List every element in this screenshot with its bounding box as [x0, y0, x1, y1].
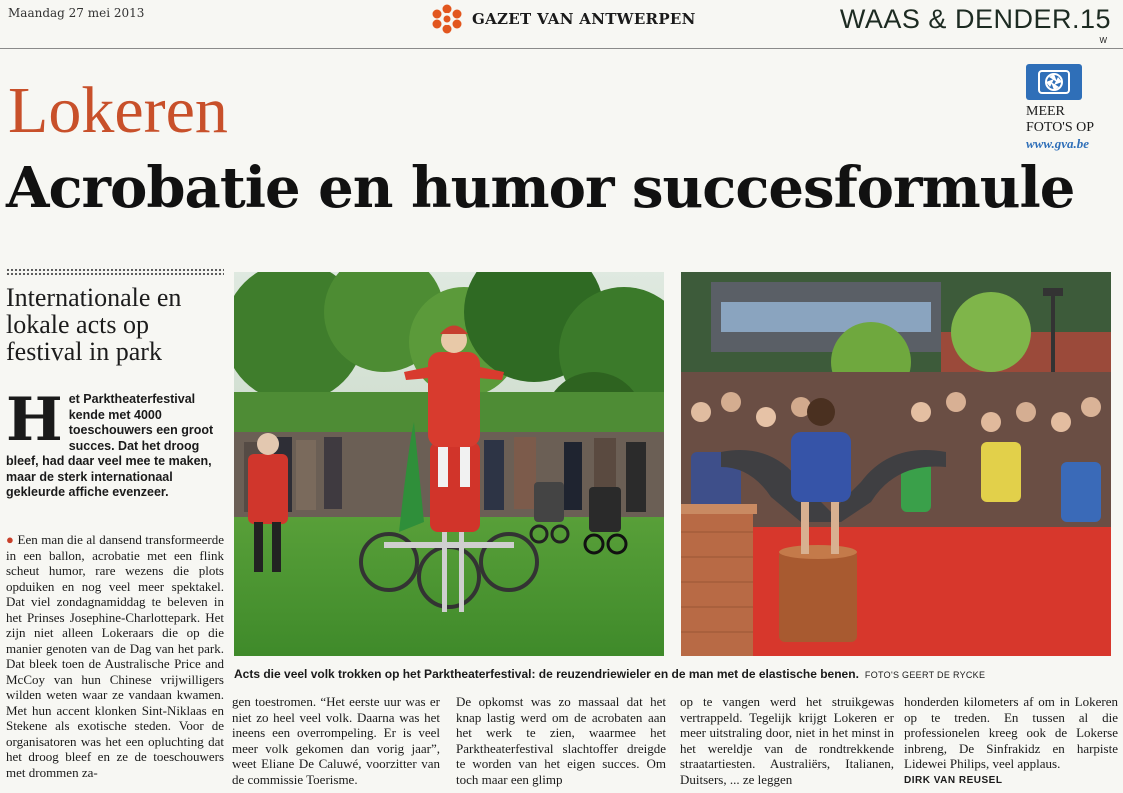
bullet-icon: ●: [6, 532, 18, 547]
body-column-1: [6, 532, 224, 780]
header-divider: [0, 48, 1123, 49]
more-photos-line2: FOTO'S OP: [1026, 120, 1095, 135]
more-photos-promo[interactable]: [1026, 64, 1118, 152]
article-headline: Acrobatie en humor succesformule: [6, 155, 1075, 221]
newspaper-masthead: [430, 4, 696, 34]
body-column-2: gen toestromen. “Het eerste uur was er niet zo heel veel volk. Daarna was het ineens een overrompeling. Er is veel meer volk gekomen dan vorig jaar”, weet Eliane De Caluwé, voorzitter van de commissie Toerisme.: [232, 694, 440, 787]
photo-acrobat: [681, 272, 1111, 656]
more-photos-link[interactable]: www.gva.be: [1026, 136, 1090, 151]
more-photos-line1: MEER: [1026, 104, 1065, 119]
article-subhead: Internationale en lokale acts op festival in park: [6, 283, 182, 366]
body-column-3: De opkomst was zo massaal dat het knap lastig werd om de acrobaten aan het werk te zien, waarmee het Parktheaterfestival slachtoffer dreigde te worden van het eigen succes. Om toch maar een glimp: [456, 694, 666, 787]
article-kicker: Lokeren: [8, 74, 228, 147]
body-text-1: Een man die al dansend transformeerde in een ballon, acrobatie met een flink scheut humor, rare wezens die plots opduiken en nog veel meer spektakel. Dat viel zondagnamiddag te beleven in het Prinses Josephine-Charlottepark. Het zijn niet alleen Lokeraars die op die manier genoten van de Dag van het park. Dat bleek toen de Australische Price and McCoy van hun Chinese vrijwilligers wilden weten waar ze vandaan kwamen. Met hun accent klonken Sint-Niklaas en Stekene als exotische steden. Voor de organisatoren was het een opluchting dat het droog bleef en ze de toeschouwers met drommen za-: [6, 532, 224, 780]
dotted-rule: [6, 268, 224, 275]
newspaper-name: GAZET VAN ANTWERPEN: [472, 10, 696, 28]
photo-credit: FOTO'S GEERT DE RYCKE: [864, 670, 986, 680]
photo-giant-tricycle: [234, 272, 664, 656]
body-text-5: honderden kilometers af om in Lokeren op te treden. En tussen al die professionelen kreeg ook de Lokerse inbreng, De Sinfrakidz en harpiste Lidewei Philips, veel applaus.: [904, 694, 1118, 771]
article-lead: [6, 385, 224, 501]
drop-cap: H: [6, 385, 63, 455]
camera-shutter-icon: [1026, 64, 1082, 100]
caption-text: Acts die veel volk trokken op het Parktheaterfestival: de reuzendriewieler en de man met de elastische benen.: [234, 667, 859, 681]
body-column-5: [904, 694, 1118, 788]
lead-text: et Parktheaterfestival kende met 4000 toeschouwers een groot succes. Dat het droog bleef, had daar veel mee te maken, maar de sterk internationaal gekleurde affiche evenzeer.: [6, 392, 214, 499]
author-byline: DIRK VAN REUSEL: [904, 774, 1003, 786]
flower-logo-icon: [430, 4, 464, 34]
body-column-4: op te vangen werd het struikgewas vertrappeld. Tegelijk krijgt Lokeren er meer uitstraling door, niet in het minst in het wereldje van de rondtrekkende straatartiesten. Australiërs, Italianen, Duitsers, ... ze leggen: [680, 694, 894, 787]
edition-mark: W: [1099, 36, 1107, 45]
photo-caption: [234, 667, 1120, 681]
edition-date: Maandag 27 mei 2013: [8, 6, 145, 20]
section-and-page: WAAS & DENDER.15: [839, 4, 1111, 34]
